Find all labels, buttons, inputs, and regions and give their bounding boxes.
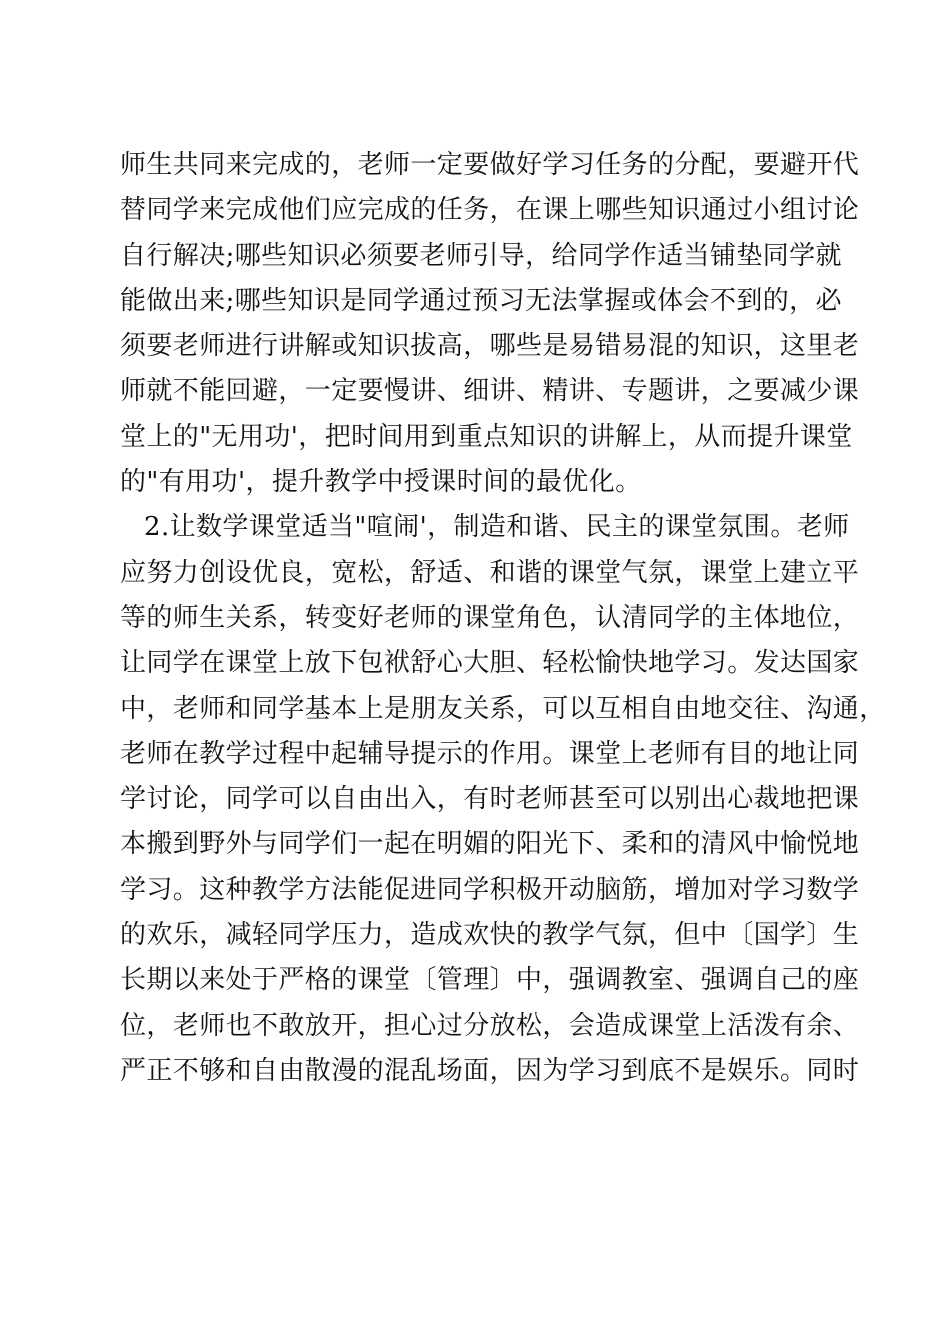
text-line: 学讨论，同学可以自由出入，有时老师甚至可以别出心裁地把课 xyxy=(120,784,860,815)
text-line: 堂上的"无用功'，把时间用到重点知识的讲解上，从而提升课堂 xyxy=(120,421,853,452)
text-line: 的"有用功'，提升教学中授课时间的最优化。 xyxy=(120,467,642,498)
text-line: 应努力创设优良，宽松，舒适、和谐的课堂气氛，课堂上建立平 xyxy=(120,557,860,588)
text-line: 师就不能回避，一定要慢讲、细讲、精讲、专题讲，之要减少课 xyxy=(120,376,860,407)
text-line: 等的师生关系，转变好老师的课堂角色，认清同学的主体地位， xyxy=(120,602,860,633)
text-line: 让同学在课堂上放下包袱舒心大胆、轻松愉快地学习。发达国家 xyxy=(120,648,860,679)
text-line: 老师在教学过程中起辅导提示的作用。课堂上老师有目的地让同 xyxy=(120,738,860,769)
text-line: 的欢乐，减轻同学压力，造成欢快的教学气氛，但中〔国学〕生 xyxy=(120,920,860,951)
text-line: 师生共同来完成的，老师一定要做好学习任务的分配，要避开代 xyxy=(120,150,860,180)
body-text xyxy=(120,143,886,1094)
text-line: 中，老师和同学基本上是朋友关系，可以互相自由地交往、沟通， xyxy=(120,693,886,724)
text-line: 须要老师进行讲解或知识拔高，哪些是易错易混的知识，这里老 xyxy=(120,331,860,362)
text-line: 长期以来处于严格的课堂〔管理〕中，强调教室、强调自己的座 xyxy=(120,965,860,996)
text-line: 替同学来完成他们应完成的任务，在课上哪些知识通过小组讨论 xyxy=(120,195,860,226)
text-line: 自行解决;哪些知识必须要老师引导，给同学作适当铺垫同学就 xyxy=(120,240,842,271)
text-line: 本搬到野外与同学们一起在明媚的阳光下、柔和的清风中愉悦地 xyxy=(120,829,860,860)
paragraph-start-line: 2.让数学课堂适当"喧闹'，制造和谐、民主的课堂氛围。老师 xyxy=(144,512,850,543)
text-line: 能做出来;哪些知识是同学通过预习无法掌握或体会不到的，必 xyxy=(120,285,842,316)
text-line: 位，老师也不敢放开，担心过分放松，会造成课堂上活泼有余、 xyxy=(120,1010,860,1041)
text-line: 严正不够和自由散漫的混乱场面，因为学习到底不是娱乐。同时 xyxy=(120,1055,860,1086)
text-line: 学习。这种教学方法能促进同学积极开动脑筋，增加对学习数学 xyxy=(120,874,860,905)
